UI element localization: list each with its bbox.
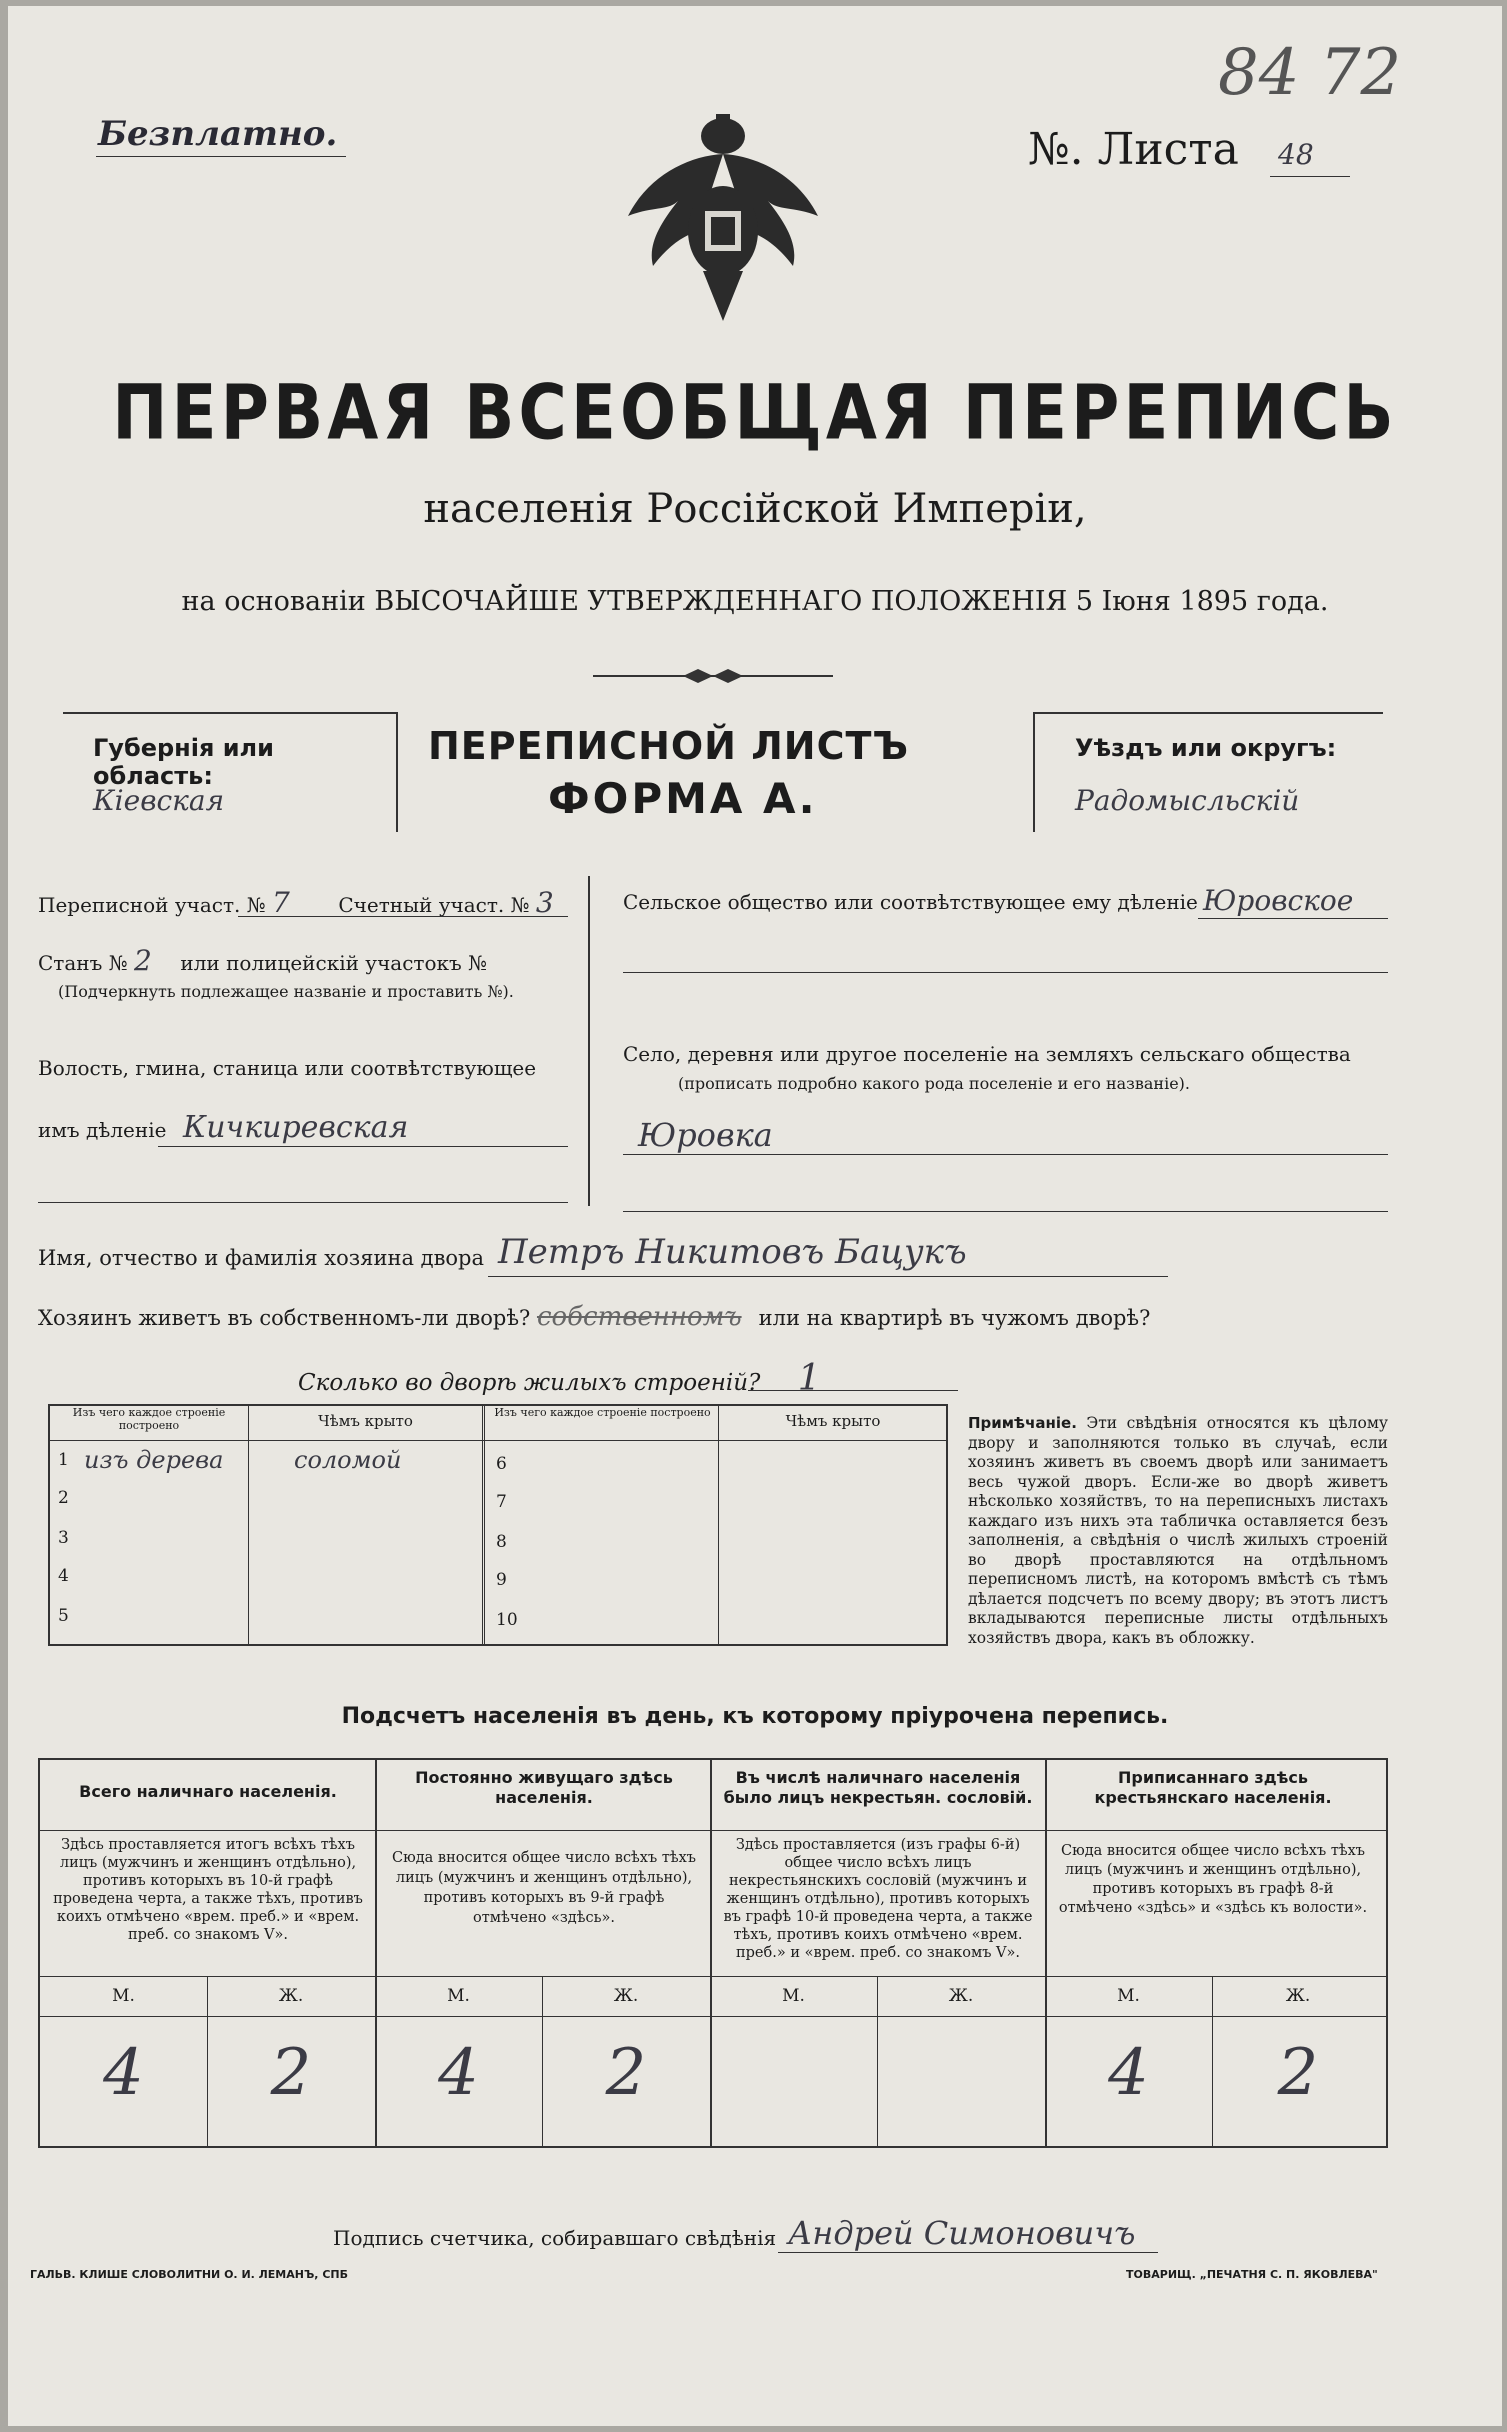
- count-col-3-header: Въ числѣ наличнаго населенія было лицъ некрестьян. сословій.: [723, 1768, 1033, 1807]
- row-number: 7: [496, 1492, 507, 1512]
- buildings-value[interactable]: 1: [797, 1358, 821, 1399]
- left-col-roof-header: Чѣмъ крыто: [318, 1412, 413, 1430]
- table-row: [492, 1482, 942, 1520]
- count-col-2-m-label: М.: [447, 1986, 470, 2006]
- row-number: 3: [58, 1528, 69, 1548]
- count-col-1-desc: Здѣсь проставляется итогъ всѣхъ тѣхъ лицъ (мужчинъ и женщинъ отдѣльно), противъ которыхъ въ 10-й графѣ проведена черта, а также тѣхъ, противъ коихъ отмѣчено «врем. преб.» и «врем. преб. со знакомъ V».: [53, 1837, 363, 1943]
- census-basis: на основаніи ВЫСОЧАЙШЕ УТВЕРЖДЕННАГО ПОЛОЖЕНІЯ 5 Іюня 1895 года.: [181, 586, 1329, 617]
- owner-underline: [488, 1276, 1168, 1277]
- archive-number: 84 72: [1218, 36, 1402, 110]
- free-label: Безплатно.: [98, 114, 338, 154]
- right-col-roof-header: Чѣмъ крыто: [785, 1412, 881, 1430]
- census-subtitle: населенія Россійской Имперіи,: [423, 486, 1087, 532]
- uchast-underline: [238, 916, 568, 917]
- selo-underline: [623, 1154, 1388, 1155]
- row-number: 2: [58, 1488, 69, 1508]
- sheet-label: №. Листа: [1028, 124, 1239, 175]
- row-roof[interactable]: соломой: [294, 1446, 402, 1474]
- row-material[interactable]: изъ дерева: [84, 1446, 224, 1474]
- table-row: [492, 1522, 942, 1560]
- buildings-table: [48, 1404, 948, 1646]
- uchast-row: [38, 886, 554, 919]
- volost-underline-2: [38, 1202, 568, 1203]
- buildings-underline: [748, 1390, 958, 1391]
- count-col-4-desc: Сюда вносится общее число всѣхъ тѣхъ лицъ (мужчинъ и женщинъ отдѣльно), противъ которыхъ въ графѣ 8-й отмѣчено «здѣсь» и «здѣсь къ волости».: [1058, 1843, 1368, 1916]
- volost-label-2: имъ дѣленіе: [38, 1118, 167, 1142]
- count-title: Подсчетъ населенія въ день, къ которому пріурочена перепись.: [341, 1704, 1169, 1729]
- count-col-3-zh-label: Ж.: [948, 1986, 974, 2006]
- table-row: [54, 1560, 479, 1598]
- note-text: Эти свѣдѣнія относятся къ цѣлому двору и заполняются только въ случаѣ, если хозяинъ живетъ въ своемъ дворѣ или занимаетъ весь чужой дворъ. Если-же во дворѣ живетъ нѣсколько хозяйствъ, то на переписныхъ листахъ каждаго изъ нихъ эта табличка оставляется безъ заполненія, а свѣдѣнія о числѣ жилыхъ строеній во дворѣ проставляются на отдѣльномъ переписномъ листѣ, на которомъ вмѣстѣ съ тѣмъ дѣлается подсчетъ по всему двору; въ этотъ листъ вкладываются переписные листы отдѣльныхъ хозяйствъ двора, какъ въ обложку.: [968, 1414, 1388, 1647]
- form-name: ФОРМА А.: [548, 774, 818, 823]
- free-underline: [96, 156, 346, 157]
- obshchestvo-value[interactable]: Юровское: [1203, 884, 1354, 917]
- gubernia-box: [63, 712, 398, 832]
- count-col-2-zh-value[interactable]: 2: [605, 2036, 647, 2110]
- gubernia-label: Губернія или область:: [93, 734, 274, 790]
- signature-label: Подпись счетчика, собиравшаго свѣдѣнія: [333, 2226, 777, 2250]
- lives-label-1: Хозяинъ живетъ въ собственномъ-ли дворѣ?: [38, 1306, 531, 1330]
- count-col-1-m-value[interactable]: 4: [103, 2036, 144, 2110]
- count-col-2-header: Постоянно живущаго здѣсь населенія.: [415, 1768, 673, 1807]
- note: [968, 1414, 1388, 1648]
- count-table: [38, 1758, 1388, 2148]
- count-col-2-zh-label: Ж.: [613, 1986, 639, 2006]
- uchast-label: Переписной участ. №: [38, 893, 266, 917]
- schet-value[interactable]: 3: [535, 886, 554, 919]
- row-number: 4: [58, 1566, 69, 1586]
- schet-label: Счетный участ. №: [338, 893, 530, 917]
- volost-label-1: Волость, гмина, станица или соотвѣтствующее: [38, 1056, 537, 1080]
- form-title: ПЕРЕПИСНОЙ ЛИСТЪ: [428, 724, 910, 768]
- selo-value[interactable]: Юровка: [638, 1116, 773, 1154]
- uezd-value[interactable]: Радомысльскiй: [1075, 784, 1300, 817]
- row-number: 10: [496, 1610, 518, 1630]
- police-label: или полицейскій участокъ №: [180, 951, 488, 975]
- lives-label-2: или на квартирѣ въ чужомъ дворѣ?: [758, 1306, 1151, 1330]
- signature-underline: [778, 2252, 1158, 2253]
- count-col-1-m-label: М.: [112, 1986, 135, 2006]
- table-row: [492, 1444, 942, 1482]
- lives-value[interactable]: собственномъ: [536, 1302, 742, 1332]
- row-number: 5: [58, 1606, 69, 1626]
- table-row: [54, 1482, 479, 1520]
- right-col-material-header: Изъ чего каждое строеніе построено: [494, 1406, 711, 1419]
- selo-label: Село, деревня или другое поселеніе на земляхъ сельскаго общества: [623, 1042, 1351, 1066]
- owner-label: Имя, отчество и фамилія хозяина двора: [38, 1246, 485, 1270]
- owner-value[interactable]: Петръ Никитовъ Бацукъ: [498, 1232, 967, 1272]
- table-row: [54, 1444, 479, 1482]
- table-row: [492, 1600, 942, 1638]
- count-col-4-m-label: М.: [1117, 1986, 1140, 2006]
- selo-note: (прописать подробно какого рода поселеніе и его названіе).: [678, 1074, 1190, 1093]
- uezd-label: Уѣздъ или округъ:: [1075, 734, 1337, 762]
- stan-row: [38, 944, 487, 977]
- buildings-row: [298, 1358, 821, 1399]
- volost-underline: [158, 1146, 568, 1147]
- obshchestvo-label: Сельское общество или соотвѣтствующее ему дѣленіе: [623, 890, 1198, 914]
- count-col-1-zh-value[interactable]: 2: [270, 2036, 312, 2110]
- imperial-eagle-icon: [608, 106, 838, 336]
- buildings-label: Сколько во дворѣ жилыхъ строеній?: [298, 1370, 761, 1396]
- footer-right: ТОВАРИЩ. „ПЕЧАТНЯ С. П. ЯКОВЛЕВА": [1126, 2268, 1378, 2281]
- table-row: [54, 1600, 479, 1638]
- count-col-4-m-value[interactable]: 4: [1108, 2036, 1149, 2110]
- note-title: Примѣчаніе.: [968, 1414, 1077, 1432]
- row-number: 9: [496, 1570, 507, 1590]
- left-col-material-header: Изъ чего каждое строеніе построено: [72, 1406, 226, 1432]
- ornament-divider-icon: [593, 666, 833, 686]
- count-col-2-m-value[interactable]: 4: [438, 2036, 479, 2110]
- census-sheet: [8, 6, 1502, 2426]
- selo-underline-2: [623, 1211, 1388, 1212]
- obshchestvo-underline: [1198, 918, 1388, 919]
- row-number: 6: [496, 1454, 507, 1474]
- count-col-2-desc: Сюда вносится общее число всѣхъ тѣхъ лицъ (мужчинъ и женщинъ отдѣльно), противъ которыхъ въ 9-й графѣ отмѣчено «здѣсь».: [392, 1850, 696, 1926]
- sheet-number: 48: [1278, 138, 1314, 171]
- count-col-1-header: Всего наличнаго населенія.: [79, 1782, 337, 1801]
- count-col-3-m-label: М.: [782, 1986, 805, 2006]
- count-col-3-desc: Здѣсь проставляется (изъ графы 6-й) общее число всѣхъ лицъ некрестьянскихъ сословій (мужчинъ и женщинъ отдѣльно), противъ которыхъ въ графѣ 10-й проведена черта, а также тѣхъ, противъ коихъ отмѣчено «врем. преб.» и «врем. преб. со знакомъ V».: [723, 1837, 1033, 1961]
- count-col-4-zh-value[interactable]: 2: [1277, 2036, 1319, 2110]
- row-number: 8: [496, 1532, 507, 1552]
- uchast-value[interactable]: 7: [272, 886, 290, 919]
- obshchestvo-underline-2: [623, 972, 1388, 973]
- census-title: ПЕРВАЯ ВСЕОБЩАЯ ПЕРЕПИСЬ: [112, 368, 1398, 457]
- count-col-4-zh-label: Ж.: [1285, 1986, 1311, 2006]
- gubernia-value[interactable]: Кiевская: [93, 784, 225, 817]
- table-row: [54, 1522, 479, 1560]
- signature-value[interactable]: Андрей Симоновичъ: [788, 2214, 1136, 2252]
- sheet-underline: [1270, 176, 1350, 177]
- count-col-4-header: Приписаннаго здѣсь крестьянскаго населенія.: [1094, 1768, 1332, 1807]
- footer-left: ГАЛЬВ. КЛИШЕ СЛОВОЛИТНИ О. И. ЛЕМАНЪ, СПБ: [30, 2268, 348, 2281]
- stan-note: (Подчеркнуть подлежащее названіе и проставить №).: [58, 982, 514, 1001]
- lives-row: [38, 1302, 1398, 1332]
- table-row: [492, 1560, 942, 1598]
- row-number: 1: [58, 1450, 69, 1470]
- fields-divider: [588, 876, 590, 1206]
- uezd-box: [1033, 712, 1383, 832]
- stan-label: Станъ №: [38, 951, 128, 975]
- volost-value[interactable]: Кичкиревская: [183, 1110, 409, 1145]
- count-col-1-zh-label: Ж.: [278, 1986, 304, 2006]
- stan-value[interactable]: 2: [134, 944, 152, 977]
